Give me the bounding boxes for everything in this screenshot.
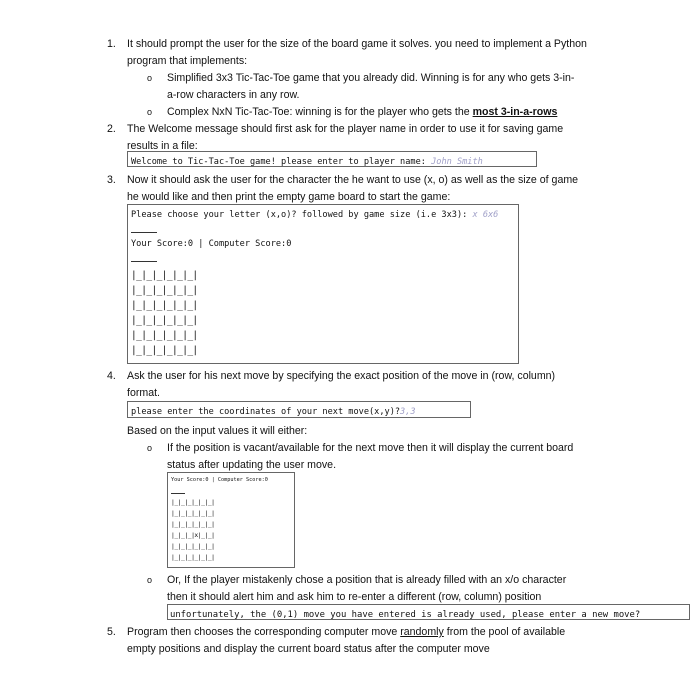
coords-input: 3,3: [400, 407, 416, 417]
item-5-line2: empty positions and display the current board status after the computer move: [127, 643, 490, 655]
small-board-row: |_|_|_|_|_|_|: [171, 509, 215, 517]
divider: [171, 493, 185, 494]
sub1-b-text: Complex NxN Tic-Tac-Toe: winning is for the player who gets the: [167, 106, 473, 118]
item-1-number: 1.: [107, 38, 116, 50]
item-4-number: 4.: [107, 370, 116, 382]
based-on-text: Based on the input values it will either:: [127, 425, 308, 437]
small-board-row: |_|_|_|_|_|_|: [171, 520, 215, 528]
small-board-row: |_|_|_|_|_|_|: [171, 498, 215, 506]
bullet-icon: o: [147, 73, 153, 83]
divider: [131, 232, 157, 233]
sub4-b-line1: Or, If the player mistakenly chose a position that is already filled with an x/o character: [167, 574, 567, 586]
board-row: |_|_|_|_|_|_|: [131, 285, 198, 296]
welcome-box: [127, 151, 537, 167]
sub4-b-line2: then it should alert him and ask him to re-enter a different (row, column) position: [167, 591, 542, 603]
item-2-number: 2.: [107, 123, 116, 135]
sub1-a-line1: Simplified 3x3 Tic-Tac-Toe game that you already did. Winning is for any who gets 3-in-: [167, 72, 575, 84]
board-row: |_|_|_|_|_|_|: [131, 300, 198, 311]
board-row: |_|_|_|_|_|_|: [131, 270, 198, 281]
item-3-number: 3.: [107, 174, 116, 186]
alert-box: [167, 604, 690, 620]
coords-box: [127, 401, 471, 418]
sub4-a-line1: If the position is vacant/available for the next move then it will display the current board: [167, 442, 574, 454]
bullet-icon: o: [147, 107, 153, 117]
letter-input: x 6x6: [472, 210, 499, 220]
small-board-box: [167, 472, 295, 568]
item-5-underlined: randomly: [400, 626, 444, 638]
board-row: |_|_|_|_|_|_|: [131, 315, 198, 326]
bullet-icon: o: [147, 575, 153, 585]
small-board-row: |_|_|_|_|_|_|: [171, 542, 215, 550]
small-score-line: Your Score:0 | Computer Score:0: [171, 477, 268, 483]
sub1-a-line2: a-row characters in any row.: [167, 89, 300, 101]
welcome-prompt: Welcome to Tic-Tac-Toe game! please enter to player name:: [131, 157, 432, 167]
alert-text: unfortunately, the (0,1) move you have entered is already used, please enter a new move?: [170, 610, 641, 620]
divider: [131, 261, 157, 262]
item-3-line1: Now it should ask the user for the character the he want to use (x, o) as well as the size of game: [127, 174, 579, 186]
item-4-line2: format.: [127, 387, 160, 399]
letter-prompt: Please choose your letter (x,o)? followed by game size (i.e 3x3):: [131, 210, 473, 220]
score-line: Your Score:0 | Computer Score:0: [131, 239, 292, 249]
letter-prompt-line: [131, 206, 498, 224]
small-board-row: |_|_|_|x|_|_|: [171, 531, 215, 539]
item-1-line1: It should prompt the user for the size of the board game it solves. you need to implement a Python: [127, 38, 587, 50]
bullet-icon: o: [147, 443, 153, 453]
item-5-line1-end: from the pool of available: [443, 626, 566, 638]
item-5-line1: [127, 624, 565, 641]
item-1-line2: program that implements:: [127, 55, 248, 67]
sub1-b-bold: most 3-in-a-rows: [472, 106, 558, 118]
item-2-line1: The Welcome message should first ask for the player name in order to use it for saving game: [127, 123, 564, 135]
sub1-b: [167, 104, 557, 121]
welcome-input: John Smith: [431, 157, 483, 167]
item-5-line1-text: Program then chooses the corresponding computer move: [127, 626, 401, 638]
board-row: |_|_|_|_|_|_|: [131, 330, 198, 341]
sub4-a-line2: status after updating the user move.: [167, 459, 337, 471]
item-4-line1: Ask the user for his next move by specifying the exact position of the move in (row, column): [127, 370, 556, 382]
letter-box: [127, 204, 519, 364]
item-2-line2: results in a file:: [127, 140, 198, 152]
board-row: |_|_|_|_|_|_|: [131, 345, 198, 356]
coords-prompt: please enter the coordinates of your next move(x,y)?: [131, 407, 401, 417]
small-board-row: |_|_|_|_|_|_|: [171, 553, 215, 561]
item-3-line2: he would like and then print the empty game board to start the game:: [127, 191, 451, 203]
item-5-number: 5.: [107, 626, 116, 638]
